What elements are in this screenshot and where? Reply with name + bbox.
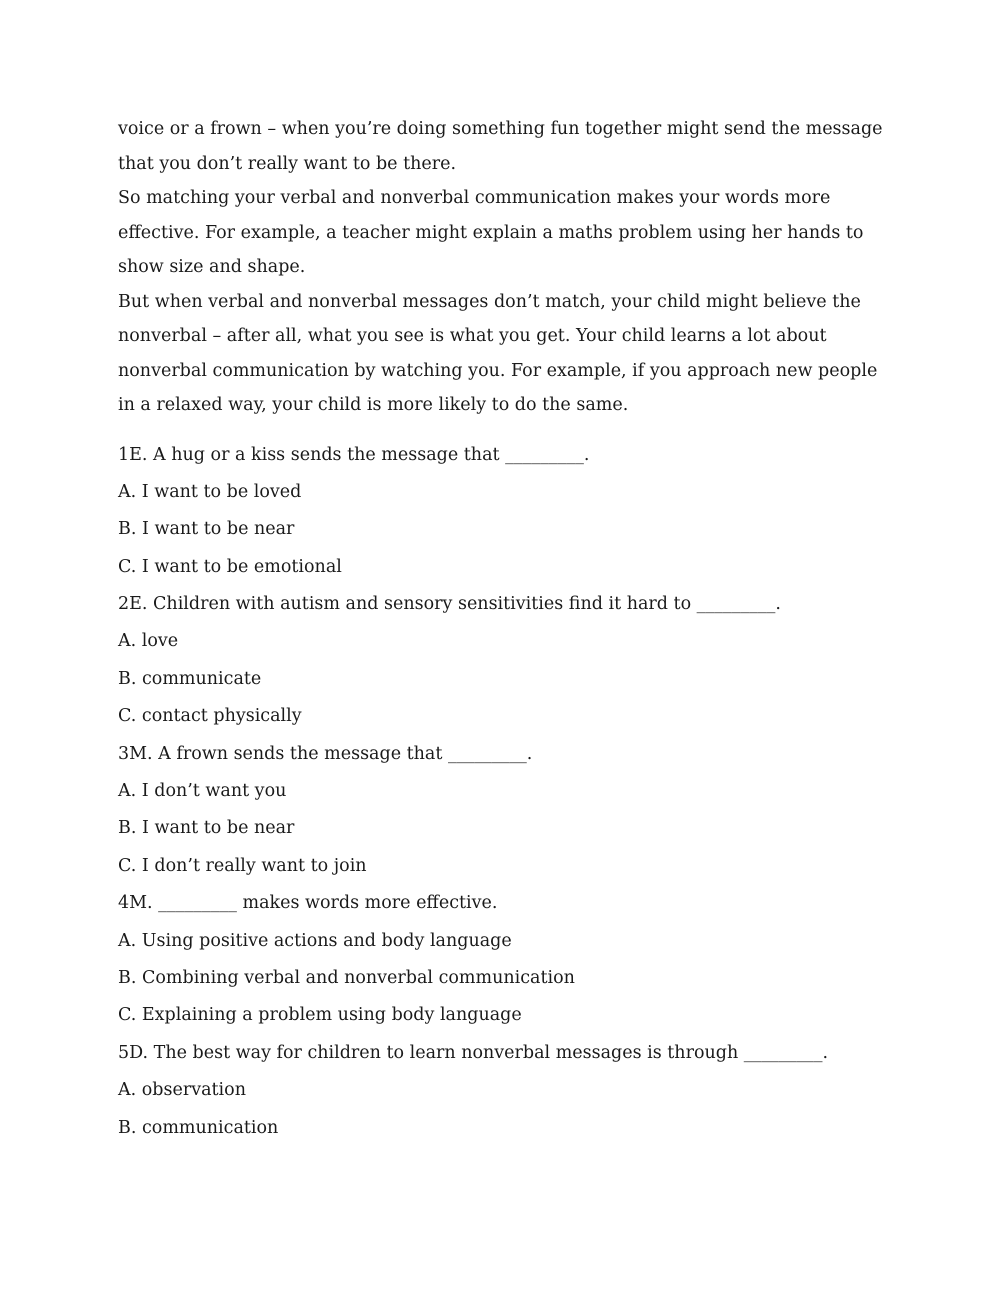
answer-option: A. Using positive actions and body language (118, 930, 512, 951)
question-4 (118, 885, 888, 1035)
answer-option: B. communicate (118, 668, 262, 689)
question-3 (118, 736, 888, 886)
passage-paragraph-3: But when verbal and nonverbal messages don’t match, your child might believe the nonverbal – after all, what you see is what you get. Your child learns a lot about nonverbal communication by watching you. For example, if you approach new people in a relaxed way, your child is more likely to do the same. (118, 291, 878, 415)
answer-option: C. I don’t really want to join (118, 855, 367, 876)
passage-paragraph-2: So matching your verbal and nonverbal communication makes your words more effective. For example, a teacher might explain a maths problem using her hands to show size and shape. (118, 188, 864, 277)
answer-option: B. I want to be near (118, 519, 295, 540)
answer-option: C. contact physically (118, 706, 302, 727)
question-prompt: 5D. The best way for children to learn nonverbal messages is through _________. (118, 1042, 829, 1063)
passage-paragraph-1: voice or a frown – when you’re doing something fun together might send the message that you don’t really want to be there. (118, 119, 883, 174)
question-prompt: 3M. A frown sends the message that _________. (118, 743, 533, 764)
answer-option: A. I don’t want you (118, 781, 287, 802)
answer-option: C. Explaining a problem using body language (118, 1005, 522, 1026)
answer-option: B. communication (118, 1117, 279, 1138)
question-2 (118, 586, 888, 736)
answer-option: B. Combining verbal and nonverbal communication (118, 967, 575, 988)
question-prompt: 4M. _________ makes words more effective. (118, 893, 498, 914)
answer-option: A. I want to be loved (118, 481, 302, 502)
answer-option: B. I want to be near (118, 818, 295, 839)
question-prompt: 1E. A hug or a kiss sends the message that _________. (118, 444, 590, 465)
answer-option: A. love (118, 631, 179, 652)
answer-option: C. I want to be emotional (118, 556, 342, 577)
answer-option: A. observation (118, 1080, 246, 1101)
reading-passage (118, 112, 888, 423)
question-5 (118, 1035, 888, 1147)
question-prompt: 2E. Children with autism and sensory sensitivities find it hard to _________. (118, 594, 781, 615)
worksheet-page (118, 112, 888, 1147)
question-list (118, 437, 888, 1147)
question-1 (118, 437, 888, 587)
